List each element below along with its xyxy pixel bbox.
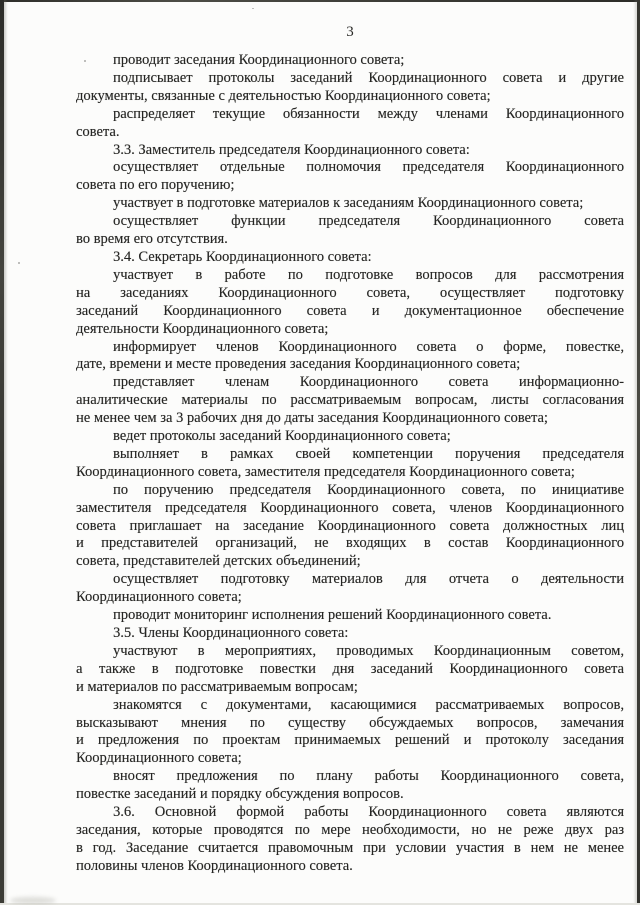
text-line: 3.3. Заместитель председателя Координационного совета: (113, 141, 470, 158)
text-line: и материалов по рассматриваемым вопросам; (76, 678, 358, 695)
text-line: документы, связанные с деятельностью Координационного совета; (76, 87, 491, 104)
paragraph (76, 142, 624, 160)
text-line: проводит заседания Координационного совета; (113, 52, 405, 68)
paragraph (76, 607, 624, 625)
text-line: Координационного совета; (76, 589, 242, 606)
text-line: 3.5. Члены Координационного совета: (113, 625, 349, 641)
page-number: 3 (346, 24, 354, 40)
text-line: осуществляет подготовку материалов для отчета о деятельности (113, 571, 624, 588)
text-line: подписывает протоколы заседаний Координационного совета и другие (113, 69, 624, 86)
paragraph (76, 52, 624, 70)
text-line: участвует в подготовке материалов к заседаниям Координационного совета; (113, 195, 584, 212)
text-line: Координационного совета, заместителя председателя Координационного совета; (76, 463, 575, 480)
text-line: вносят предложения по плану работы Координационного совета, (113, 768, 624, 785)
paragraph (76, 428, 624, 446)
text-line: проводит мониторинг исполнения решений Координационного совета. (113, 607, 552, 624)
text-line: дате, времени и месте проведения заседания Координационного совета; (76, 356, 521, 373)
paragraph (76, 374, 624, 428)
text-line: участвует в работе по подготовке вопросов для рассмотрения (113, 266, 624, 283)
paragraph (76, 213, 624, 249)
text-line: и представителей организаций, не входящих в состав Координационного (76, 535, 624, 552)
scan-edge-left (0, 0, 4, 905)
scan-speck (252, 8, 254, 9)
text-line: не менее чем за 3 рабочих дня до даты заседания Координационного совета; (76, 410, 548, 427)
text-line: высказывают мнения по существу обсуждаемых вопросов, замечания (76, 714, 624, 731)
text-line: во время его отсутствия. (76, 231, 228, 248)
text-line: совета приглашает на заседание Координационного совета должностных лиц (76, 517, 624, 534)
text-line: знакомятся с документами, касающимися рассматриваемых вопросов, (113, 696, 624, 713)
text-line: заседаний Координационного совета и документационное обеспечение (76, 302, 624, 319)
text-line: совета. (76, 123, 120, 140)
text-line: по поручению председателя Координационного совета, по инициативе (113, 481, 624, 498)
text-line: 3.6. Основной формой работы Координационного совета являются (113, 804, 624, 821)
paragraph (76, 339, 624, 375)
text-line: 3.4. Секретарь Координационного совета: (113, 248, 372, 265)
paragraph (76, 195, 624, 213)
text-line: аналитические материалы по рассматриваемым вопросам, листы согласования (76, 392, 624, 409)
text-line: совета по его поручению; (76, 177, 235, 194)
paragraph (76, 768, 624, 804)
paragraph (76, 446, 624, 482)
document-body (76, 52, 624, 876)
text-line: выполняет в рамках своей компетенции поручения председателя (113, 445, 624, 462)
text-line: информирует членов Координационного совета о форме, повестке, (113, 338, 624, 355)
text-line: представляет членам Координационного совета информационно- (113, 374, 624, 391)
paragraph (76, 571, 624, 607)
text-line: совета, представителей детских объединений; (76, 553, 361, 570)
text-line: и предложения по проектам принимаемых решений и протоколу заседания (76, 732, 624, 749)
text-line: повестке заседаний и порядку обсуждения вопросов. (76, 786, 404, 803)
text-line: деятельности Координационного совета; (76, 320, 329, 337)
text-line: на заседаниях Координационного совета, осуществляет подготовку (76, 284, 624, 301)
paragraph (76, 697, 624, 769)
scan-smudge (10, 897, 56, 904)
text-line: Координационного совета; (76, 750, 242, 767)
paragraph (76, 482, 624, 572)
scan-edge-top (0, 0, 640, 2)
paragraph (76, 643, 624, 697)
paragraph (76, 267, 624, 339)
text-line: половины членов Координационного совета. (76, 857, 353, 874)
paragraph (76, 625, 624, 643)
text-line: заседания, которые проводятся по мере необходимости, но не реже двух раз (76, 821, 624, 838)
paragraph (76, 106, 624, 142)
text-line: а также в подготовке повестки дня заседаний Координационного совета (76, 660, 624, 677)
text-line: ведет протоколы заседаний Координационного совета; (113, 428, 451, 445)
paragraph (76, 70, 624, 106)
paragraph (76, 249, 624, 267)
text-line: в год. Заседание считается правомочным при условии участия в нем не менее (76, 839, 624, 856)
paragraph (76, 804, 624, 876)
text-line: распределяет текущие обязанности между членами Координационного (113, 105, 624, 122)
text-line: осуществляет отдельные полномочия председателя Координационного (113, 159, 624, 176)
text-line: осуществляет функции председателя Координационного совета (113, 213, 624, 230)
text-line: заместителя председателя Координационного совета, членов Координационного (76, 499, 624, 516)
paragraph (76, 159, 624, 195)
text-line: участвуют в мероприятиях, проводимых Координационным советом, (113, 642, 624, 659)
scan-speck (18, 262, 20, 264)
